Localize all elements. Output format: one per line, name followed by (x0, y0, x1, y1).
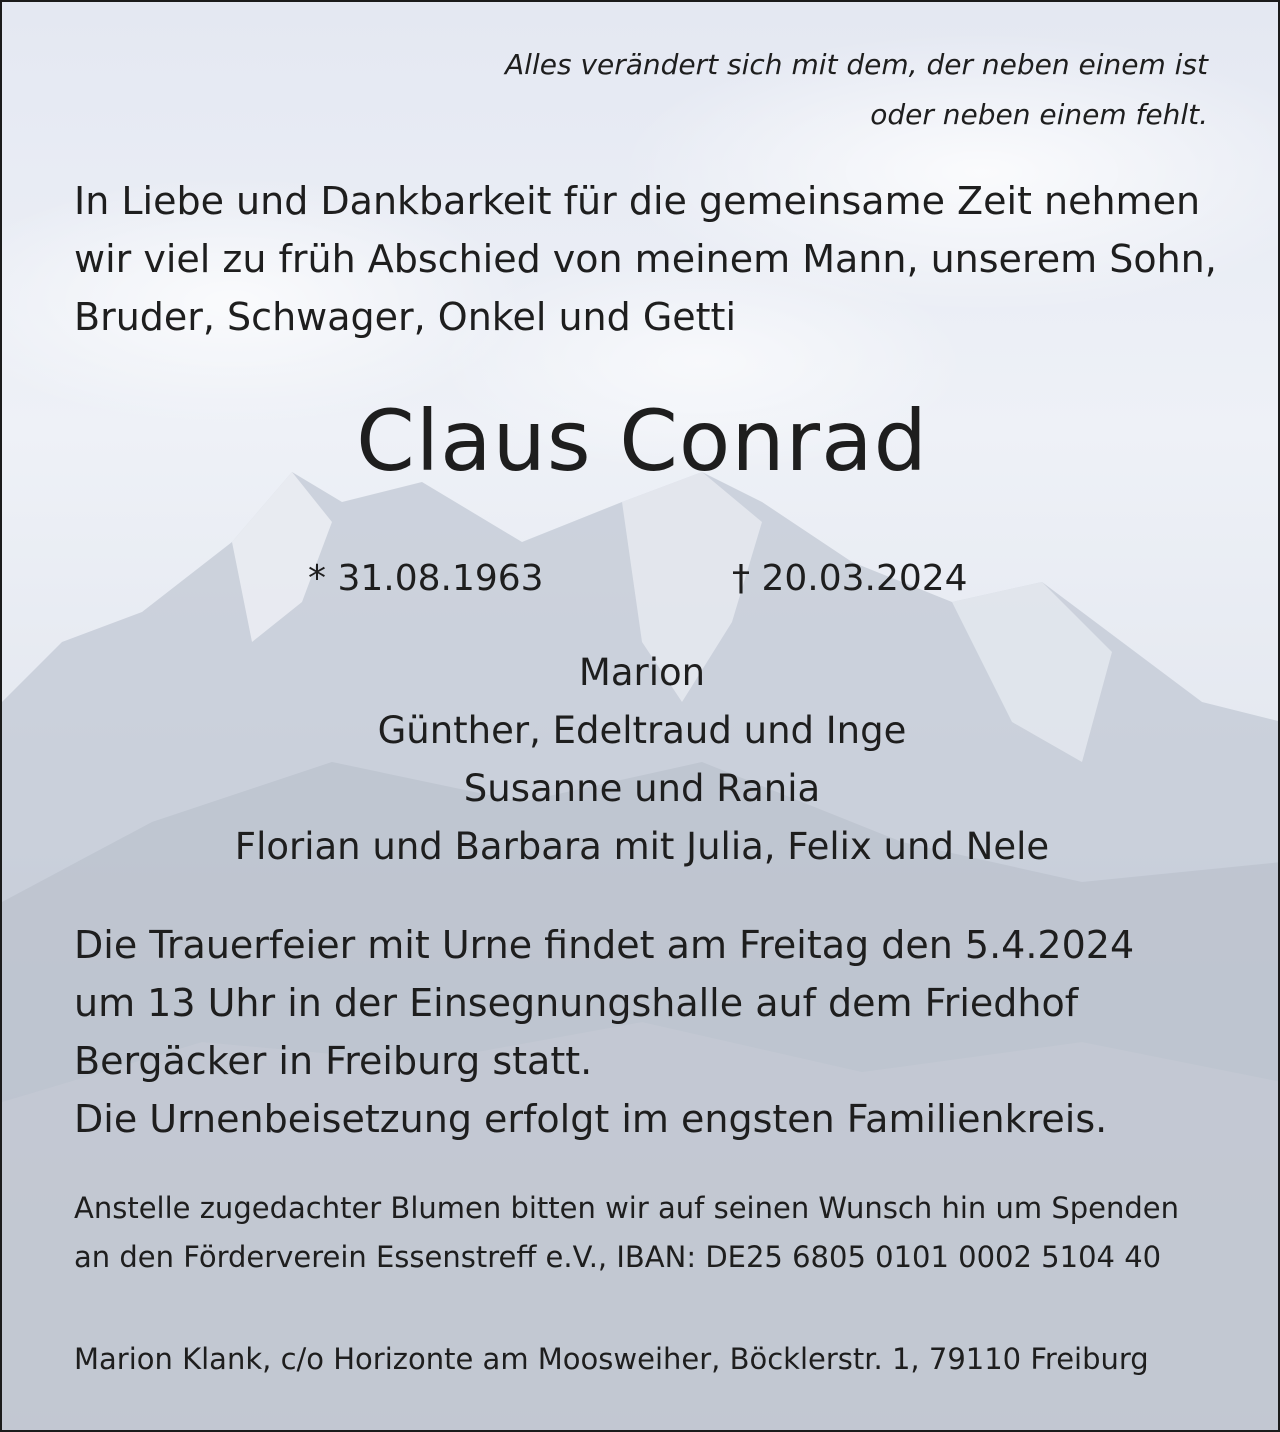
family-list (2, 644, 1280, 876)
family-line: Susanne und Rania (463, 767, 821, 810)
contact-address: Marion Klank, c/o Horizonte am Moosweiher, Böcklerstr. 1, 79110 Freiburg (74, 1342, 1149, 1376)
donation-request (74, 1184, 1234, 1282)
quote-line: oder neben einem fehlt. (870, 98, 1208, 131)
ceremony-line: um 13 Uhr in der Einsegnungshalle auf dem Friedhof (74, 981, 1079, 1025)
intro-line: In Liebe und Dankbarkeit für die gemeinsame Zeit nehmen (74, 179, 1201, 223)
quote (505, 40, 1208, 140)
ceremony-line: Die Trauerfeier mit Urne findet am Freitag den 5.4.2024 (74, 923, 1135, 967)
death-date: † 20.03.2024 (732, 558, 968, 599)
family-line: Günther, Edeltraud und Inge (377, 709, 907, 752)
ceremony-info (74, 916, 1224, 1148)
family-line: Marion (578, 651, 706, 694)
quote-line: Alles verändert sich mit dem, der neben einem ist (505, 48, 1208, 81)
birth-date: * 31.08.1963 (308, 558, 544, 599)
donation-line: Anstelle zugedachter Blumen bitten wir auf seinen Wunsch hin um Spenden (74, 1191, 1180, 1225)
deceased-name: Claus Conrad (356, 392, 928, 490)
ceremony-line: Die Urnenbeisetzung erfolgt im engsten Familienkreis. (74, 1097, 1108, 1141)
family-line: Florian und Barbara mit Julia, Felix und Nele (234, 825, 1050, 868)
ceremony-line: Bergäcker in Freiburg statt. (74, 1039, 593, 1083)
intro-line: Bruder, Schwager, Onkel und Getti (74, 295, 737, 339)
intro-text (74, 172, 1224, 346)
donation-line: an den Förderverein Essenstreff e.V., IBAN: DE25 6805 0101 0002 5104 40 (74, 1240, 1162, 1274)
intro-line: wir viel zu früh Abschied von meinem Mann, unserem Sohn, (74, 237, 1217, 281)
